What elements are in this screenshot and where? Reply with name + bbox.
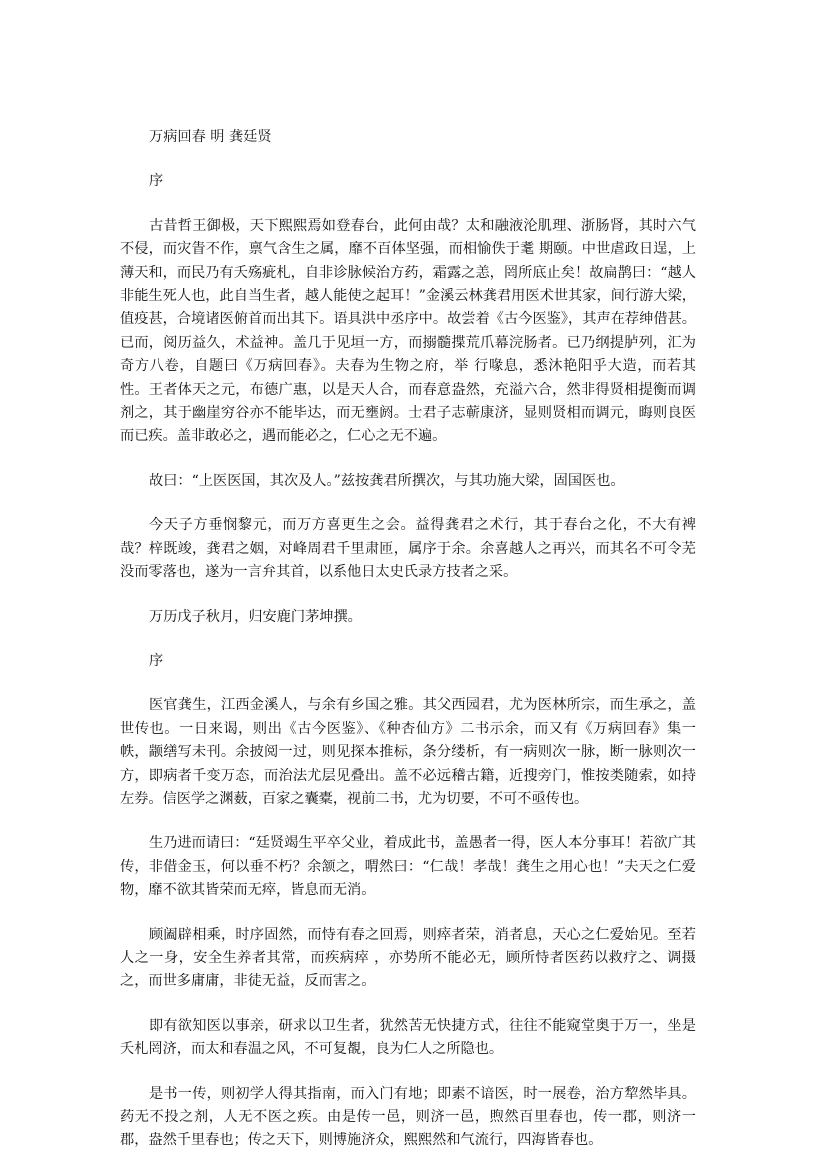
preface-heading: 序 bbox=[149, 652, 164, 669]
book-title-line: 万病回春 明 龚廷贤 bbox=[149, 129, 272, 145]
preface-paragraph: 是书一传，则初学人得其指南，而入门有地；即素不谙医，时一展卷，治方犂然毕具。药无不投之剂，人无不医之疾。由是传一邑，则济一邑，煦然百里春也，传一郡，则济一郡，盎然千里春也；传之天下，则博施济众，熙熙然和气流行，四海皆春也。 bbox=[120, 1085, 696, 1149]
preface-signature: 万历戊子秋月，归安鹿门茅坤撰。 bbox=[149, 608, 362, 625]
preface-paragraph: 故曰：“上医医国，其次及人。”兹按龚君所撰次，与其功施大梁，固国医也。 bbox=[149, 472, 625, 489]
preface-paragraph: 古昔哲王御极，天下熙熙焉如登春台，此何由哉？太和融液沦肌理、浙肠肾，其时六气不侵，而灾眚不作，禀气含生之属，靡不百体坚强，而相愉佚于耄 期颐。中世虐政日逞，上薄天和，而民乃有夭殇疵札，自非诊脉候治方药，霜露之恙，罔所底止矣！故扁鹊曰：“越人非能生死人也，此自当生者，越人能使之起耳！”金溪云林龚君用医术世其家，间行游大梁，值疫甚，合境诸医俯首而出其下。语具洪中丞序中。故尝着《古今医鉴》，其声在荐绅借甚。已而，阅历益久，术益神。盖几于见垣一方，而搦髓揲荒爪幕浣肠者。已乃纲提胪列，汇为奇方八卷，自题曰《万病回春》。夫春为生物之府，举 行喙息，悉沐艳阳乎大造，而若其性。王者体天之元，布德广惠，以是天人合，而春意盎然，充溢六合，然非得贤相提衡而调剂之，其于幽崖穷谷亦不能毕达，而无壅阏。士君子志蕲康济，显则贤相而调元，晦则良医而已疾。盖非敢必之，遇而能必之，仁心之无不遍。 bbox=[120, 217, 696, 445]
preface-paragraph: 即有欲知医以事亲，研求以卫生者，犹然苦无快捷方式，往往不能窥堂奥于万一，坐是夭札罔济，而太和春温之风，不可复覩，良为仁人之所隐也。 bbox=[120, 1017, 696, 1058]
preface-heading: 序 bbox=[149, 173, 164, 190]
preface-paragraph: 顾阖辟相乘，时序固然，而恃有春之回焉，则瘁者荣，消者息，天心之仁爱始见。至若人之一身，安全生养者其常，而疾病瘁 ，亦势所不能必无，顾所恃者医药以救疗之、调摄之，而世多庸庸，非徒无益，反而害之。 bbox=[120, 926, 696, 990]
document-body bbox=[120, 126, 696, 1174]
preface-paragraph: 医官龚生，江西金溪人，与余有乡国之雅。其父西园君，尤为医林所宗，而生承之，盖世传也。一日来谒，则出《古今医鉴》、《种杏仙方》二书示余，而又有《万病回春》集一帙，颛缮写未刊。余披阅一过，则见探本推标，条分缕析，有一病则次一脉，断一脉则次一方，即病者千变万态，而治法尤层见叠出。盖不必远稽古籍，近搜旁门，惟按类随索，如持左券。信医学之渊薮，百家之囊橐，视前二书，尤为切要，不可不亟传也。 bbox=[120, 697, 696, 807]
preface-paragraph: 生乃进而请曰：“廷贤竭生平卒父业，着成此书，盖愚者一得，医人本分事耳！若欲广其传，非借金玉，何以垂不朽？余颔之，喟然曰：“仁哉！孝哉！龚生之用心也！”夫天之仁爱物，靡不欲其皆荣而无瘁，皆息而无消。 bbox=[120, 835, 696, 899]
preface-paragraph: 今天子方垂悯黎元，而万方喜更生之会。益得龚君之术行，其于春台之化，不大有裨哉？梓既竣，龚君之姻，对峰周君千里肃匝，属序于余。余喜越人之再兴，而其名不可令芜没而零落也，遂为一言弁其首，以系他日太史氏录方技者之采。 bbox=[120, 517, 696, 581]
